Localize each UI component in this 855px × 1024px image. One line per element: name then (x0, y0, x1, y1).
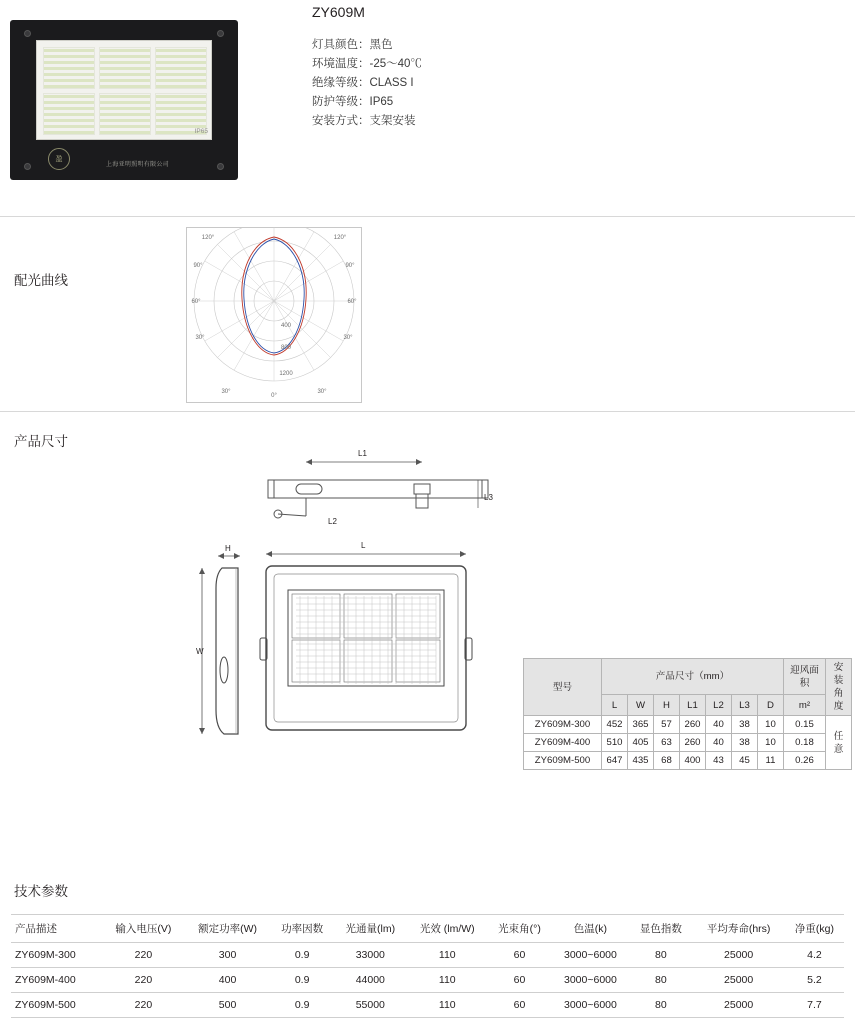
dim-cell-L3: 38 (732, 716, 758, 734)
dim-cell-L2: 40 (706, 716, 732, 734)
polar-diagram (186, 227, 362, 403)
dim-cell-L2: 40 (706, 734, 732, 752)
dim-cell-L1: 260 (680, 716, 706, 734)
tech-header-efficacy: 光效 (lm/W) (407, 915, 488, 943)
dim-cell-area: 0.15 (784, 716, 826, 734)
screw-icon (24, 163, 31, 170)
dim-cell-model: ZY609M-500 (524, 752, 602, 770)
tech-cell-efficacy: 110 (407, 993, 488, 1018)
tech-cell-cct: 3000~6000 (552, 943, 630, 968)
dim-header-model: 型号 (524, 659, 602, 716)
tech-cell-lifetime: 25000 (692, 943, 785, 968)
table-row (11, 943, 844, 968)
screw-icon (24, 30, 31, 37)
dim-cell-L2: 43 (706, 752, 732, 770)
tech-cell-lifetime: 25000 (692, 993, 785, 1018)
led-grid (43, 47, 207, 135)
label-w: W (196, 647, 204, 656)
svg-text:120°: 120° (201, 235, 215, 241)
tech-cell-cri: 80 (629, 968, 692, 993)
tech-cell-weight: 7.7 (785, 993, 844, 1018)
svg-text:120°: 120° (333, 235, 347, 241)
dim-cell-area: 0.26 (784, 752, 826, 770)
tech-cell-weight: 5.2 (785, 968, 844, 993)
led-block (99, 93, 151, 135)
dim-cell-H: 68 (654, 752, 680, 770)
table-header-row (11, 915, 844, 943)
label-l: L (361, 541, 366, 550)
dim-cell-L1: 260 (680, 734, 706, 752)
section-title-tech-params: 技术参数 (14, 884, 68, 899)
tech-header-cri: 显色指数 (629, 915, 692, 943)
dimension-table-wrapper (523, 658, 852, 770)
led-block (43, 93, 95, 135)
dim-header-wind-area: 迎风面积 (784, 659, 826, 695)
dim-cell-H: 63 (654, 734, 680, 752)
brand-name-text: 上海亚明照明有限公司 (106, 162, 170, 168)
table-row (524, 734, 852, 752)
tech-header-lumen: 光通量(lm) (334, 915, 407, 943)
dim-cell-L3: 45 (732, 752, 758, 770)
dimensions-section (0, 412, 855, 852)
dim-cell-W: 365 (628, 716, 654, 734)
polar-diagram-svg (186, 227, 362, 403)
tech-cell-cct: 3000~6000 (552, 968, 630, 993)
table-row (524, 752, 852, 770)
dim-cell-D: 10 (758, 734, 784, 752)
product-overview-section (0, 0, 855, 216)
svg-text:30°: 30° (317, 389, 327, 395)
tech-cell-lumen: 44000 (334, 968, 407, 993)
tech-cell-power: 400 (185, 968, 271, 993)
section-title-light-curve: 配光曲线 (14, 273, 68, 288)
tech-cell-lumen: 33000 (334, 943, 407, 968)
dim-cell-L: 452 (602, 716, 628, 734)
tech-cell-cri: 80 (629, 943, 692, 968)
svg-text:60°: 60° (191, 299, 201, 305)
tech-cell-beam-angle: 60 (488, 968, 552, 993)
svg-text:30°: 30° (343, 335, 353, 341)
dim-cell-L3: 38 (732, 734, 758, 752)
dimension-side-view (196, 542, 266, 772)
page-title: ZY609M (312, 4, 365, 20)
label-l2: L2 (328, 517, 337, 526)
tech-header-weight: 净重(kg) (785, 915, 844, 943)
tech-cell-voltage: 220 (102, 943, 184, 968)
led-block (155, 47, 207, 89)
product-info (312, 4, 422, 131)
dim-cell-model: ZY609M-300 (524, 716, 602, 734)
dim-cell-angle: 任意 (826, 716, 852, 770)
tech-header-power: 额定功率(W) (185, 915, 271, 943)
tech-cell-power-factor: 0.9 (271, 943, 334, 968)
tech-header-beam-angle: 光束角(°) (488, 915, 552, 943)
led-block (99, 47, 151, 89)
svg-text:400: 400 (280, 323, 292, 329)
dim-header-install-angle: 安装角度 (826, 659, 852, 716)
svg-text:1200: 1200 (279, 371, 293, 377)
dim-subheader-W: W (628, 695, 654, 716)
tech-cell-power-factor: 0.9 (271, 968, 334, 993)
led-block (43, 47, 95, 89)
tech-header-voltage: 输入电压(V) (102, 915, 184, 943)
tech-cell-voltage: 220 (102, 993, 184, 1018)
dim-subheader-area-unit: m² (784, 695, 826, 716)
tech-params-table (11, 914, 844, 1018)
svg-text:30°: 30° (221, 389, 231, 395)
screw-icon (217, 163, 224, 170)
dim-subheader-L1: L1 (680, 695, 706, 716)
dim-subheader-L2: L2 (706, 695, 732, 716)
ip-rating-mark: IP65 (194, 128, 208, 135)
tech-cell-efficacy: 110 (407, 943, 488, 968)
dim-cell-area: 0.18 (784, 734, 826, 752)
product-photo (10, 20, 238, 180)
tech-header-lifetime: 平均寿命(hrs) (692, 915, 785, 943)
led-panel (36, 40, 212, 140)
dim-cell-D: 10 (758, 716, 784, 734)
tech-params-section (0, 880, 855, 1018)
svg-text:90°: 90° (193, 263, 203, 269)
tech-cell-weight: 4.2 (785, 943, 844, 968)
svg-text:30°: 30° (195, 335, 205, 341)
tech-cell-beam-angle: 60 (488, 943, 552, 968)
label-h: H (225, 544, 231, 553)
brand-logo-icon: 盈 (48, 148, 70, 170)
dim-subheader-D: D (758, 695, 784, 716)
svg-text:800: 800 (280, 345, 292, 351)
svg-text:60°: 60° (347, 299, 357, 305)
tech-cell-desc: ZY609M-400 (11, 968, 102, 993)
tech-cell-power: 500 (185, 993, 271, 1018)
tech-header-power-factor: 功率因数 (271, 915, 334, 943)
spec-color: 灯具颜色：黑色 (312, 39, 393, 51)
light-distribution-section (0, 217, 855, 411)
dim-cell-model: ZY609M-400 (524, 734, 602, 752)
screw-icon (217, 30, 224, 37)
tech-cell-lumen: 55000 (334, 993, 407, 1018)
dim-cell-H: 57 (654, 716, 680, 734)
tech-cell-cri: 80 (629, 993, 692, 1018)
dim-cell-W: 435 (628, 752, 654, 770)
dimension-table (523, 658, 852, 770)
tech-cell-beam-angle: 60 (488, 993, 552, 1018)
svg-text:90°: 90° (345, 263, 355, 269)
dim-subheader-H: H (654, 695, 680, 716)
tech-cell-desc: ZY609M-500 (11, 993, 102, 1018)
tech-header-desc: 产品描述 (11, 915, 102, 943)
dim-header-size-group: 产品尺寸（mm） (602, 659, 784, 695)
tech-cell-power: 300 (185, 943, 271, 968)
label-l1: L1 (358, 449, 367, 458)
table-row (524, 716, 852, 734)
spec-mounting: 安装方式：支架安装 (312, 115, 416, 127)
tech-cell-power-factor: 0.9 (271, 993, 334, 1018)
dim-cell-W: 405 (628, 734, 654, 752)
tech-header-cct: 色温(k) (552, 915, 630, 943)
dim-cell-L1: 400 (680, 752, 706, 770)
tech-cell-cct: 3000~6000 (552, 993, 630, 1018)
spec-ip-rating: 防护等级：IP65 (312, 96, 394, 108)
tech-cell-lifetime: 25000 (692, 968, 785, 993)
tech-cell-efficacy: 110 (407, 968, 488, 993)
dim-subheader-L3: L3 (732, 695, 758, 716)
dim-cell-L: 510 (602, 734, 628, 752)
dim-cell-L: 647 (602, 752, 628, 770)
svg-text:0°: 0° (271, 393, 277, 399)
label-l3: L3 (484, 493, 493, 502)
tech-cell-desc: ZY609M-300 (11, 943, 102, 968)
tech-cell-voltage: 220 (102, 968, 184, 993)
section-title-dimensions: 产品尺寸 (14, 434, 68, 449)
table-row (11, 993, 844, 1018)
spec-insulation-class: 绝缘等级：CLASS I (312, 77, 414, 89)
spec-temperature: 环境温度：-25～40℃ (312, 58, 422, 70)
dim-cell-D: 11 (758, 752, 784, 770)
table-row (11, 968, 844, 993)
dim-subheader-L: L (602, 695, 628, 716)
